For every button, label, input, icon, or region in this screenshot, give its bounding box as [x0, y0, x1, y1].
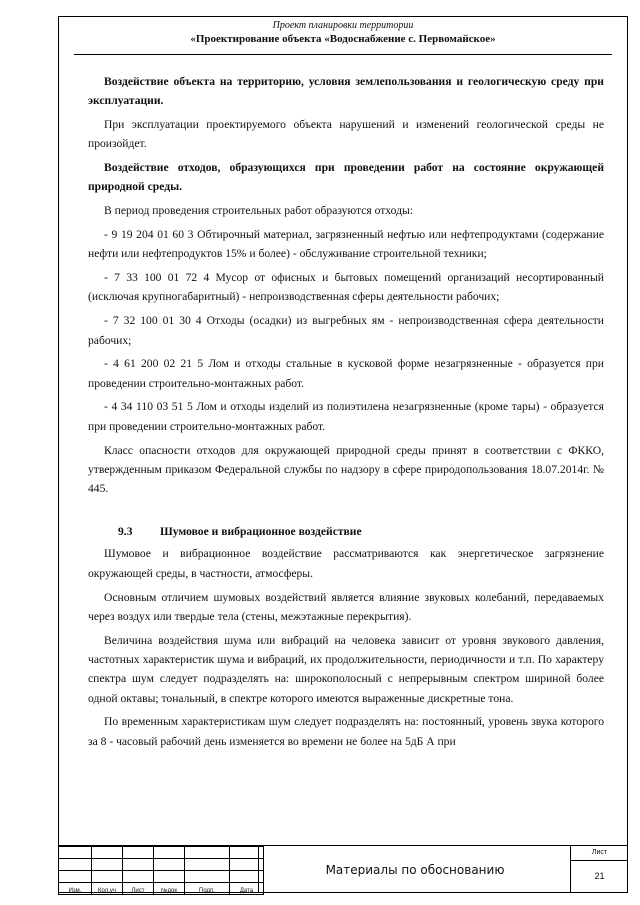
revision-table: [58, 846, 264, 895]
header-divider: [74, 54, 612, 55]
heading-waste-impact: Воздействие отходов, образующихся при проведении работ на состояние окружающей природной среды.: [88, 161, 604, 194]
section-heading: [88, 522, 604, 541]
paragraph: По временным характеристикам шум следует подразделять на: постоянный, уровень звука которого за 8 - часовый рабочий день изменяется во времени не более на 5дБ А при: [88, 715, 604, 748]
waste-item: - 7 32 100 01 30 4 Отходы (осадки) из выгребных ям - непроизводственная сфера деятельности рабочих;: [88, 314, 604, 347]
document-title: Материалы по обоснованию: [258, 846, 571, 893]
section-number: 9.3: [118, 525, 133, 539]
header-title: «Проектирование объекта «Водоснабжение с. Первомайское»: [190, 33, 496, 45]
col-label: Дата: [230, 883, 264, 895]
waste-item: - 9 19 204 01 60 3 Обтирочный материал, загрязненный нефтью или нефтепродуктами (содержание нефти или нефтепродуктов 15% и более) - обслуживание строительной техники;: [88, 228, 604, 261]
waste-item: - 7 33 100 01 72 4 Мусор от офисных и бытовых помещений организаций несортированный (исключая крупногабаритный) - непроизводственная сферы деятельности рабочих;: [88, 271, 604, 304]
document-body: [88, 72, 604, 755]
col-label: Изм.: [59, 883, 92, 895]
title-block: [58, 845, 628, 893]
col-label: №док: [154, 883, 185, 895]
paragraph: Класс опасности отходов для окружающей природной среды принят в соответствии с ФККО, утвержденным приказом Федеральной службы по надзору в сфере природопользования 18.07.2014г. № 445.: [88, 443, 604, 496]
heading-land-impact: Воздействие объекта на территорию, условия землепользования и геологическую среду при эксплуатации.: [88, 75, 604, 108]
col-label: Подп.: [185, 883, 230, 895]
paragraph: При эксплуатации проектируемого объекта нарушений и изменений геологической среды не произойдет.: [88, 118, 604, 151]
page-header: [60, 20, 626, 56]
waste-item: - 4 34 110 03 51 5 Лом и отходы изделий из полиэтилена незагрязненные (кроме тары) - образуется при проведении строительно-монтажных работ.: [88, 400, 604, 433]
sheet-number: 21: [594, 871, 605, 881]
sheet-label: Лист: [571, 846, 628, 861]
section-title: Шумовое и вибрационное воздействие: [160, 525, 362, 539]
paragraph: Основным отличием шумовых воздействий является влияние звуковых колебаний, передаваемых через воздух или твердые тела (стены, межэтажные перекрытия).: [88, 590, 604, 623]
paragraph: Шумовое и вибрационное воздействие рассматриваются как энергетическое загрязнение окружающей среды, в частности, атмосферы.: [88, 547, 604, 580]
col-label: Кол.уч: [92, 883, 123, 895]
sheet-box: [570, 846, 628, 893]
paragraph: Величина воздействия шума или вибраций на человека зависит от уровня звукового давления, частотных характеристик шума и вибраций, их продолжительности, периодичности и т.п. По характеру спектра шум следует подразделять на: широкополосный с непрерывным спектром шириной более одной октавы; тональный, в спектре которого имеются выраженные дискретные тона.: [88, 633, 604, 705]
waste-item: - 4 61 200 02 21 5 Лом и отходы стальные в кусковой форме незагрязненные - образуется при проведении строительно-монтажных работ.: [88, 357, 604, 390]
col-label: Лист: [123, 883, 154, 895]
paragraph: В период проведения строительных работ образуются отходы:: [104, 204, 414, 218]
header-subtitle: Проект планировки территории: [272, 20, 414, 31]
